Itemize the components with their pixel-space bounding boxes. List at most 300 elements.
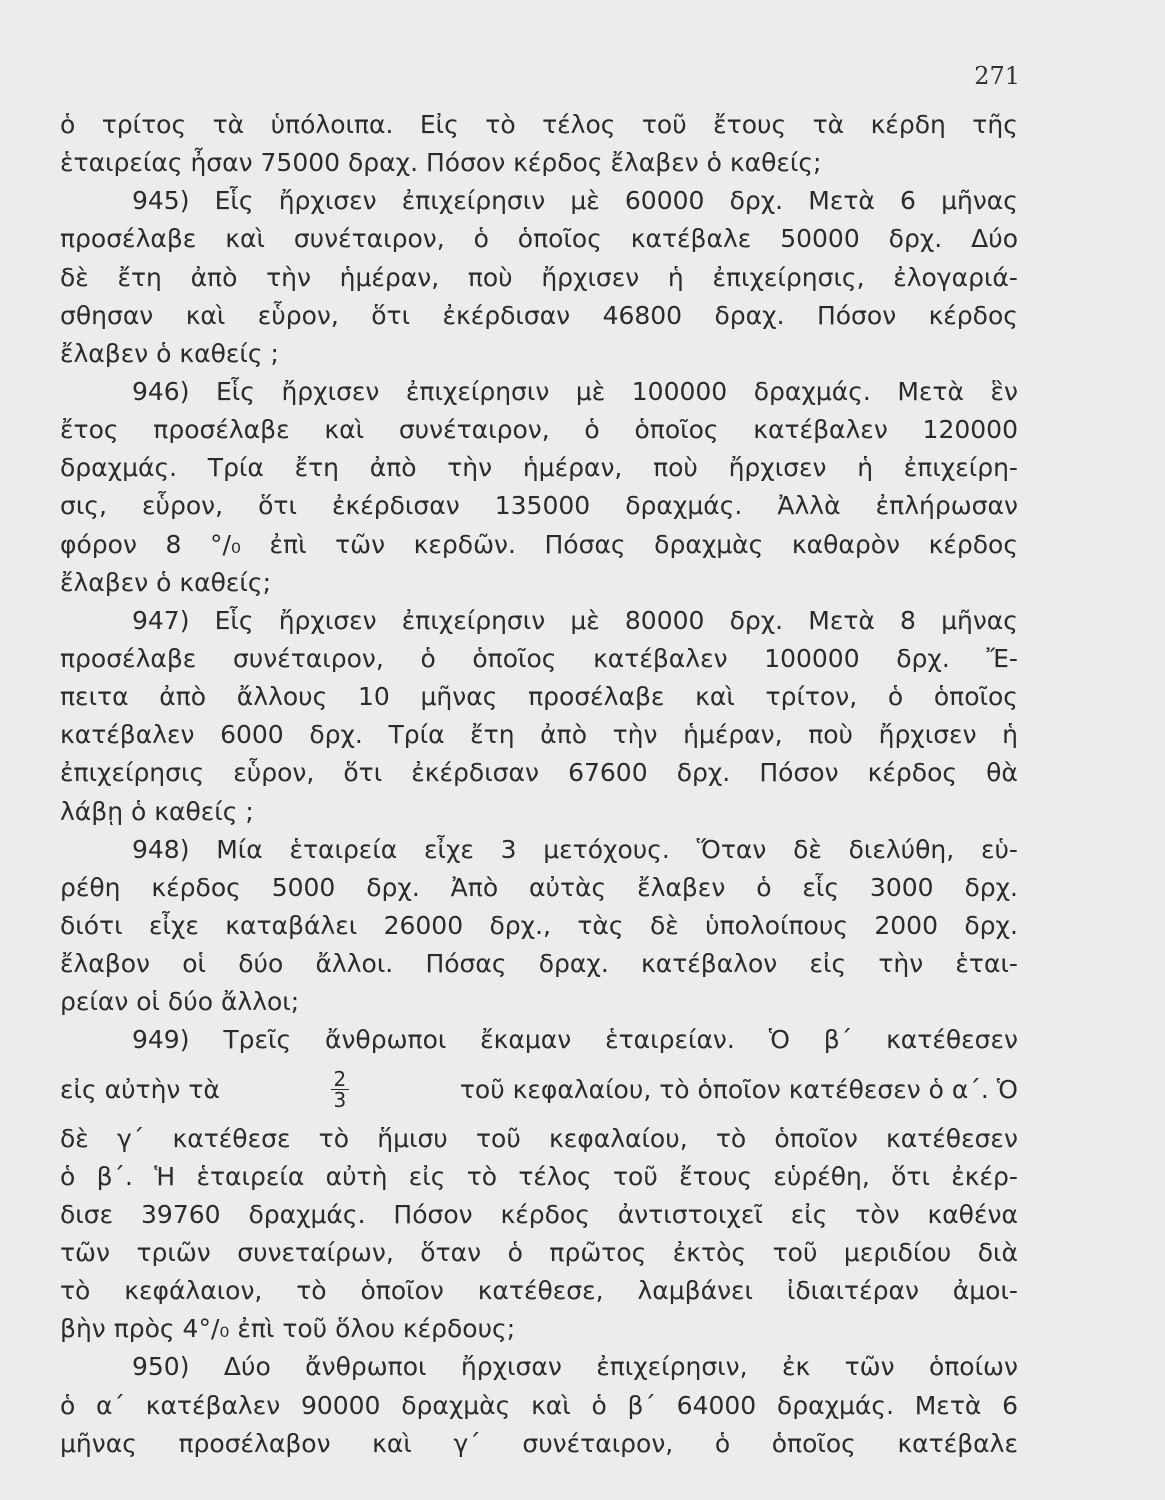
word: 120000 — [922, 415, 1018, 445]
word: 39760 — [141, 1199, 221, 1229]
word: ὑπόλοιπα. — [270, 110, 394, 139]
paragraph-block — [60, 1120, 1018, 1463]
text-line — [60, 754, 1018, 792]
word: σις, — [60, 491, 107, 521]
word: τριῶν — [136, 1237, 211, 1267]
word: μῆνας — [941, 186, 1018, 216]
word: προσέλαβε — [60, 224, 197, 254]
text-line — [60, 449, 1018, 487]
text-line-content: ρείαν οἱ δύο ἄλλοι; — [60, 987, 300, 1017]
word: ἐπιχείρη- — [903, 453, 1018, 483]
word: τὴν — [447, 453, 493, 483]
word: διελύθη, — [848, 834, 955, 864]
text-segment: εἰς αὐτὴν τὰ — [60, 1074, 220, 1104]
word: 8 — [900, 605, 916, 635]
word: 26000 — [383, 910, 464, 940]
word: ὁ — [60, 110, 76, 139]
text-line — [60, 1387, 1018, 1425]
word: κατέθεσε — [172, 1123, 291, 1153]
word: εἰς — [809, 949, 847, 979]
text-segment: τοῦ κεφαλαίου, τὸ ὁποῖον κατέθεσεν ὁ α΄. Ὁ — [459, 1074, 1018, 1104]
word: ἔτη — [117, 262, 162, 292]
word: κατέθεσε, — [477, 1276, 604, 1306]
word: κατέθεσεν — [886, 1025, 1018, 1055]
word: τὴν — [878, 949, 924, 979]
word: δραχμάς. — [248, 1199, 366, 1229]
word: δὲ — [649, 910, 679, 940]
word: δρχ., — [489, 910, 551, 940]
text-line — [60, 182, 1018, 220]
word: κατέβαλεν — [145, 1390, 281, 1420]
word: καὶ — [185, 300, 226, 330]
word: εἶχε — [148, 910, 199, 940]
word: μῆνας — [420, 682, 498, 712]
word: Μετὰ — [914, 1390, 982, 1420]
word: ἀπὸ — [369, 453, 417, 483]
word: δρχ. — [888, 224, 943, 254]
word: λαμβάνει — [637, 1276, 754, 1306]
word: μὲ — [570, 605, 600, 635]
text-line — [60, 1348, 1018, 1386]
word: 2000 — [874, 910, 938, 940]
word: δρχ. — [366, 872, 420, 902]
word: δραχμάς. — [625, 491, 743, 521]
word: ἤρχισεν — [541, 262, 640, 292]
word: 948) — [132, 834, 190, 864]
word: δισε — [60, 1199, 114, 1229]
word: ἑταιρεία — [196, 1161, 305, 1191]
word: γ΄ — [117, 1123, 145, 1153]
word: 3 — [500, 834, 517, 864]
word: Πόσον — [393, 1199, 473, 1229]
word: ὁποῖος — [634, 415, 719, 445]
word: εὑ- — [980, 834, 1018, 864]
word: ἐκ — [781, 1352, 811, 1382]
text-line — [60, 1120, 1018, 1158]
word: τῶν — [60, 1237, 110, 1267]
word: Εἷς — [214, 605, 254, 635]
word: Εἷς — [214, 186, 254, 216]
word: δὲ — [60, 1123, 89, 1153]
word: δραχμάς. — [60, 453, 178, 483]
word: ἑται- — [955, 949, 1018, 979]
word: 5000 — [271, 872, 336, 902]
text-line — [60, 678, 1018, 716]
text-line — [60, 1272, 1018, 1310]
word: αὐτὴ — [325, 1161, 388, 1191]
word: 10 — [358, 682, 390, 712]
word: τοῦ — [475, 1123, 521, 1153]
word: 6 — [1002, 1390, 1018, 1420]
word: ὅτι — [891, 1161, 930, 1191]
word: 100000 — [631, 376, 728, 406]
word: ὁ — [60, 1161, 76, 1191]
word: οἱ — [182, 949, 206, 979]
word: ἤρχισεν — [728, 453, 827, 483]
word: δρχ. — [896, 643, 950, 673]
word: ἐπιχείρησιν — [405, 376, 550, 406]
word: 67600 — [568, 758, 648, 788]
word: ἡ — [1002, 720, 1018, 750]
word: ποὺ — [467, 262, 513, 292]
word: ἐκέρδισαν — [442, 300, 571, 330]
text-line — [60, 793, 1018, 831]
word: συνέταιρον, — [293, 224, 445, 254]
word: α΄ — [96, 1390, 125, 1420]
text-line — [60, 1021, 1018, 1059]
text-line — [60, 640, 1018, 678]
word: μῆνας — [941, 605, 1018, 635]
word: συνέταιρον, — [522, 1428, 674, 1458]
text-line — [60, 259, 1018, 297]
word: 3000 — [869, 872, 934, 902]
word: 90000 — [300, 1390, 381, 1420]
text-line — [60, 945, 1018, 983]
word: πειτα — [60, 682, 129, 712]
word: καθένα — [927, 1199, 1018, 1229]
word: 6000 — [220, 720, 284, 750]
fraction-numerator: 2 — [331, 1069, 350, 1090]
text-line — [60, 564, 1018, 602]
word: ἀμοι- — [952, 1276, 1018, 1306]
text-line — [60, 831, 1018, 869]
word: ποὺ — [653, 453, 698, 483]
word: ὁποῖος — [771, 1428, 856, 1458]
text-line-content: ἔλαβεν ὁ καθείς; — [60, 567, 271, 597]
word: τῶν — [335, 529, 386, 559]
word: Ὅταν — [696, 834, 767, 864]
word: ὁ — [507, 1237, 523, 1267]
word: ἄνθρωποι — [305, 1352, 427, 1382]
word: κατέβαλεν — [593, 643, 728, 673]
word: μὲ — [575, 376, 606, 406]
word: Δύο — [223, 1352, 271, 1382]
word: ἡ — [667, 262, 684, 292]
word: ὁποῖος — [472, 643, 557, 673]
word: ἀπὸ — [159, 682, 207, 712]
word: ὁ — [60, 1390, 76, 1420]
word: μὲ — [570, 186, 600, 216]
word: β΄. — [96, 1161, 133, 1191]
word: τρίτον, — [765, 682, 858, 712]
word: προσέλαβε — [528, 682, 665, 712]
word: κέρδη — [870, 110, 946, 139]
text-line-content: ἑταιρείας ἦσαν 75000 δραχ. Πόσον κέρδος ἔλαβεν ὁ καθείς; — [60, 148, 822, 178]
word: δρχ. — [964, 872, 1018, 902]
word: κέρδος — [151, 872, 241, 902]
word: ἄλλοι. — [315, 949, 394, 979]
word: αὐτὰς — [529, 872, 607, 902]
word: δύο — [238, 949, 284, 979]
word: ἐπιχείρησις — [60, 758, 205, 788]
word: β΄ — [627, 1390, 656, 1420]
word: ἀπὸ — [190, 262, 238, 292]
word: ἄλλους — [236, 682, 328, 712]
word: τέλος — [518, 1161, 592, 1191]
word: Πόσας — [544, 529, 626, 559]
word: ἄνθρωποι — [324, 1025, 447, 1055]
word: τοῦ — [772, 1237, 818, 1267]
word: κεφάλαιον, — [124, 1276, 263, 1306]
text-line-content: βὴν πρὸς 4°/₀ ἐπὶ τοῦ ὅλου κέρδους; — [60, 1314, 516, 1344]
word: ὁποῖος — [933, 682, 1018, 712]
word: καὶ — [695, 682, 735, 712]
word: τὸ — [60, 1276, 91, 1306]
word: ἐπιχείρησιν — [401, 186, 546, 216]
word: 949) — [132, 1025, 190, 1055]
word: δραχ. — [538, 949, 609, 979]
word: 946) — [132, 376, 190, 406]
word: °/₀ — [209, 529, 241, 559]
text-line — [60, 335, 1018, 373]
word: ἤρχισεν — [281, 376, 380, 406]
word: 100000 — [764, 643, 860, 673]
word: Μετὰ — [808, 186, 875, 216]
page-number: 271 — [974, 62, 1020, 90]
word: ὁ — [591, 1390, 607, 1420]
word: προσέλαβε — [60, 643, 197, 673]
word: ἔτους — [713, 110, 787, 139]
text-line — [60, 220, 1018, 258]
word: ὅταν — [420, 1237, 482, 1267]
text-line-content: ἔλαβεν ὁ καθείς ; — [60, 338, 279, 368]
word: 8 — [165, 529, 182, 559]
word: ὁ — [473, 224, 489, 254]
word: συνέταιρον, — [398, 415, 550, 445]
word: ἔτη — [470, 720, 515, 750]
word: κατέβαλον — [640, 949, 778, 979]
word: εἷς — [802, 872, 840, 902]
word: εὗρον, — [257, 300, 339, 330]
paragraph-block — [60, 106, 1018, 1060]
word: Μετὰ — [897, 376, 964, 406]
word: ἤρχισεν — [878, 720, 977, 750]
word: ὁποίων — [928, 1352, 1018, 1382]
word: β΄ — [823, 1025, 853, 1055]
word: τὴν — [266, 262, 311, 292]
word: ὁ — [756, 872, 772, 902]
text-line — [60, 373, 1018, 411]
text-line — [60, 983, 1018, 1021]
word: ἐπὶ — [269, 529, 307, 559]
word: 950) — [132, 1352, 190, 1382]
body-text — [60, 106, 1018, 1463]
word: τέλος — [542, 110, 616, 139]
word: ἔκαμαν — [480, 1025, 572, 1055]
text-line — [60, 1234, 1018, 1272]
word: συνέταιρον, — [232, 643, 384, 673]
word: κέρδος — [928, 300, 1018, 330]
word: δραχμάς. — [753, 376, 871, 406]
word: τὸ — [485, 110, 516, 139]
word: 80000 — [624, 605, 705, 635]
word: Ὁ — [768, 1025, 790, 1055]
word: Μία — [216, 834, 263, 864]
word: κατέβαλεν — [60, 720, 195, 750]
word: εἰς — [408, 1161, 446, 1191]
word: τὰ — [212, 110, 245, 139]
word: δρχ. — [729, 186, 784, 216]
word: κατέβαλεν — [753, 415, 888, 445]
word: ἀπὸ — [540, 720, 587, 750]
word: ἐπλήρωσαν — [875, 491, 1018, 521]
word: δραχμάς. — [776, 1390, 895, 1420]
word: ὅτι — [258, 491, 297, 521]
word: τῶν — [844, 1352, 895, 1382]
word: Δύο — [971, 224, 1018, 254]
word: Τρία — [207, 453, 264, 483]
word: εὗρον, — [233, 758, 315, 788]
word: κέρδος — [500, 1199, 590, 1229]
word: Ἀλλὰ — [777, 491, 841, 521]
word: γ΄ — [453, 1428, 481, 1458]
text-line — [60, 411, 1018, 449]
word: τὴν — [612, 720, 658, 750]
word: ὁποῖον — [774, 1123, 858, 1153]
word: Τρία — [388, 720, 445, 750]
text-line — [60, 1425, 1018, 1463]
word: 945) — [132, 186, 190, 216]
word: τοῦ — [612, 1161, 658, 1191]
word: ἐκτὸς — [672, 1237, 747, 1267]
word: ἐκέρδισαν — [332, 491, 460, 521]
word: ἐλογαριά- — [893, 262, 1018, 292]
word: ὁ — [887, 682, 904, 712]
word: ἥμισυ — [377, 1123, 448, 1153]
word: ἡ — [857, 453, 874, 483]
word: τὰς — [577, 910, 624, 940]
word: καὶ — [225, 224, 265, 254]
word: δραχμὰς — [654, 529, 764, 559]
word: 6 — [900, 186, 916, 216]
word: καταβάλει — [225, 910, 358, 940]
text-line — [60, 487, 1018, 525]
text-line — [60, 1196, 1018, 1234]
word: ὁποῖον — [360, 1276, 444, 1306]
text-line — [60, 1158, 1018, 1196]
word: 50000 — [780, 224, 860, 254]
word: εἶχε — [423, 834, 474, 864]
word: 60000 — [624, 186, 705, 216]
text-line — [60, 1310, 1018, 1348]
word: Πόσας — [425, 949, 507, 979]
word: ἐπιχείρησιν — [401, 605, 546, 635]
text-line-with-fraction — [60, 1060, 1018, 1120]
word: τὸν — [855, 1199, 900, 1229]
word: συνεταίρων, — [237, 1237, 394, 1267]
word: εἰς — [790, 1199, 828, 1229]
word: φόρον — [60, 529, 137, 559]
word: ἔτους — [679, 1161, 753, 1191]
word: 46800 — [602, 300, 683, 330]
word: ἔτη — [294, 453, 340, 483]
word: ἤρχισαν — [460, 1352, 562, 1382]
word: Ἔ- — [986, 643, 1018, 673]
word: καὶ — [372, 1428, 412, 1458]
word: Πόσον — [816, 300, 897, 330]
word: ὁποῖος — [517, 224, 602, 254]
word: ὑπολοίπους — [705, 910, 848, 940]
word: τοῦ — [641, 110, 687, 139]
word: 947) — [132, 605, 190, 635]
word: ἰδιαιτέραν — [786, 1276, 919, 1306]
word: Ἡ — [154, 1161, 176, 1191]
word: εὗρον, — [142, 491, 224, 521]
word: διὰ — [977, 1237, 1018, 1267]
word: Εἰς — [419, 110, 459, 139]
word: ἔτος — [60, 415, 119, 445]
word: ἑταιρεία — [289, 834, 398, 864]
word: κατέθεσεν — [886, 1123, 1018, 1153]
word: τὸ — [466, 1161, 498, 1191]
word: δραχμὰς — [401, 1390, 511, 1420]
word: ἑταιρείαν. — [605, 1025, 735, 1055]
text-line — [60, 716, 1018, 754]
text-line — [60, 106, 1018, 144]
word: τὸ — [296, 1276, 327, 1306]
word: μεριδίου — [843, 1237, 952, 1267]
word: δὲ — [793, 834, 822, 864]
word: ρέθη — [60, 872, 121, 902]
word: ὁ — [420, 643, 436, 673]
word: κερδῶν. — [413, 529, 516, 559]
word: πρῶτος — [549, 1237, 647, 1267]
word: ἤρχισεν — [278, 186, 377, 216]
text-line-content: λάβῃ ὁ καθείς ; — [60, 796, 254, 826]
word: κεφαλαίου, — [548, 1123, 688, 1153]
text-line — [60, 602, 1018, 640]
word: ἡμέραν, — [522, 453, 623, 483]
word: κέρδος — [928, 529, 1018, 559]
word: δρχ. — [676, 758, 731, 788]
word: ἔλαβεν — [637, 872, 726, 902]
word: Ἀπὸ — [450, 872, 499, 902]
word: καὶ — [531, 1390, 571, 1420]
text-line — [60, 907, 1018, 945]
word: ἓν — [990, 376, 1018, 406]
fraction — [331, 1067, 350, 1113]
word: μῆνας — [60, 1428, 137, 1458]
text-line — [60, 526, 1018, 564]
word: τρίτος — [101, 110, 187, 139]
text-line — [60, 297, 1018, 335]
word: τῆς — [972, 110, 1018, 139]
word: ὅτι — [343, 758, 383, 788]
word: ὅτι — [371, 300, 411, 330]
word: Πόσον — [759, 758, 839, 788]
word: ἐκέρ- — [951, 1161, 1018, 1191]
word: ὁ — [714, 1428, 731, 1458]
word: ἔλαβον — [60, 949, 151, 979]
word: ὁ — [584, 415, 600, 445]
word: Εἷς — [216, 376, 255, 406]
word: τὰ — [812, 110, 845, 139]
word: θὰ — [986, 758, 1018, 788]
word: καὶ — [324, 415, 365, 445]
word: ἡμέραν, — [683, 720, 783, 750]
word: ἐκέρδισαν — [411, 758, 539, 788]
word: δραχ. — [714, 300, 785, 330]
word: εὑρέθη, — [773, 1161, 870, 1191]
word: ποὺ — [808, 720, 853, 750]
word: κατέβαλε — [630, 224, 752, 254]
word: 64000 — [676, 1390, 757, 1420]
word: κατέβαλε — [897, 1428, 1018, 1458]
word: 135000 — [494, 491, 591, 521]
word: ἀντιστοιχεῖ — [617, 1199, 763, 1229]
word: ἐπιχείρησιν, — [596, 1352, 748, 1382]
fraction-denominator: 3 — [333, 1088, 347, 1113]
